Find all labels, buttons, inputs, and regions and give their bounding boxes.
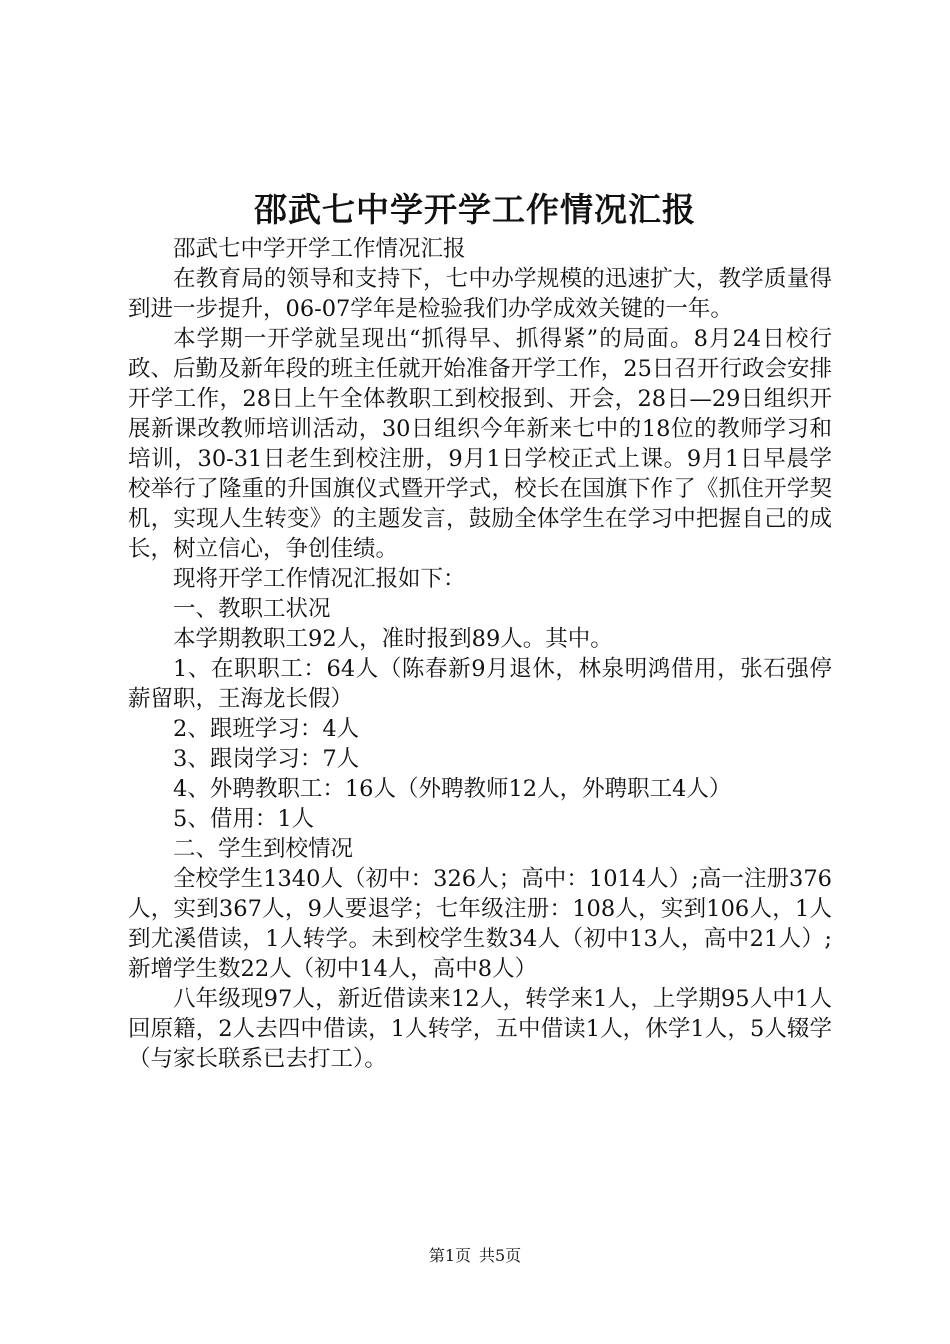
list-item-staff-2: 2、跟班学习：4人: [173, 716, 360, 742]
section-heading-staff: 一、教职工状况: [173, 596, 331, 622]
document-body: [128, 234, 832, 1074]
paragraph-staff-total: 本学期教职工92人，准时报到89人。其中。: [173, 626, 613, 652]
list-item-staff-4: 4、外聘教职工：16人（外聘教师12人，外聘职工4人）: [173, 776, 732, 802]
paragraph-grade-eight: 八年级现97人，新近借读来12人，转学来1人，上学期95人中1人回原籍，2人去四中借读，1人转学，五中借读1人，休学1人，5人辍学（与家长联系已去打工）。: [128, 986, 832, 1072]
paragraph-schedule: 本学期一开学就呈现出“抓得早、抓得紧”的局面。8月24日校行政、后勤及新年段的班主任就开始准备开学工作，25日召开行政会安排开学工作，28日上午全体教职工到校报到、开会，28日—29日组织开展新课改教师培训活动，30日组织今年新来七中的18位的教师学习和培训，30-31日老生到校注册，9月1日学校正式上课。9月1日早晨学校举行了隆重的升国旗仪式暨开学式，校长在国旗下作了《抓住开学契机，实现人生转变》的主题发言，鼓励全体学生在学习中把握自己的成长，树立信心，争创佳绩。: [128, 326, 832, 562]
list-item-staff-3: 3、跟岗学习：7人: [173, 746, 360, 772]
page-total: 共5页: [479, 1246, 522, 1265]
page-footer: [0, 1244, 950, 1268]
page-number: 第1页: [428, 1246, 471, 1265]
paragraph-student-totals: 全校学生1340人（初中：326人；高中：1014人）;高一注册376人，实到367人，9人要退学；七年级注册：108人，实到106人，1人到尤溪借读，1人转学。未到校学生数34人（初中13人，高中21人）;新增学生数22人（初中14人，高中8人）: [128, 866, 832, 982]
section-heading-students: 二、学生到校情况: [173, 836, 354, 862]
list-item-staff-5: 5、借用：1人: [173, 806, 315, 832]
paragraph-report-lead: 现将开学工作情况汇报如下：: [173, 566, 466, 592]
document-title: 邵武七中学开学工作情况汇报: [254, 190, 696, 229]
list-item-staff-1: 1、在职职工：64人（陈春新9月退休，林泉明鸿借用，张石强停薪留职，王海龙长假）: [128, 656, 832, 712]
paragraph-intro: 在教育局的领导和支持下，七中办学规模的迅速扩大，教学质量得到进一步提升，06-07学年是检验我们办学成效关键的一年。: [128, 266, 832, 322]
paragraph-subtitle: 邵武七中学开学工作情况汇报: [173, 236, 466, 262]
